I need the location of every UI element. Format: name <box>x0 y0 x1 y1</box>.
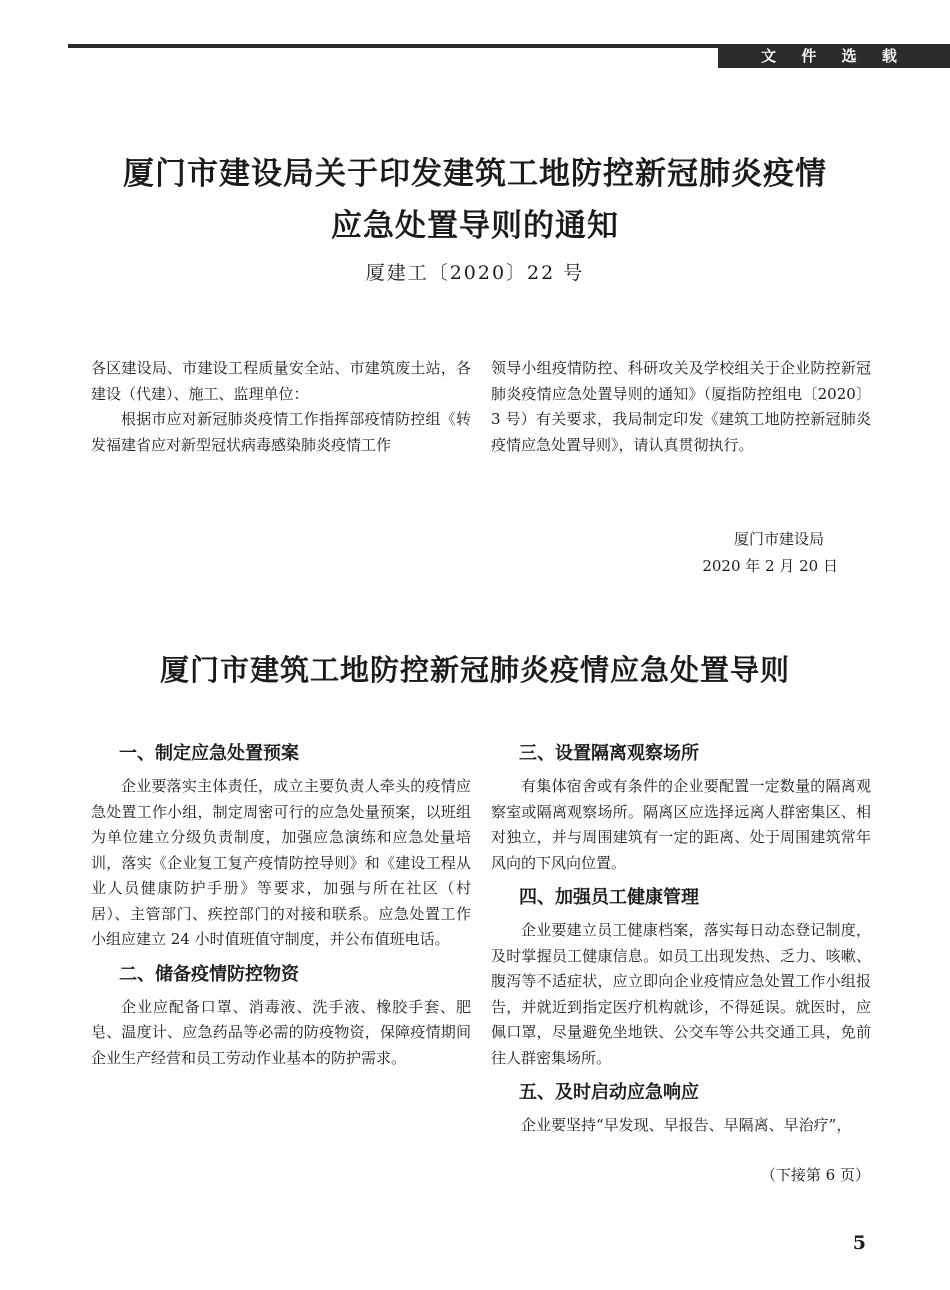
notice-title-line2: 应急处置导则的通知 <box>331 208 619 244</box>
section-heading: 二、储备疫情防控物资 <box>119 963 299 985</box>
notice-right-column <box>491 356 871 458</box>
notice-body-right: 领导小组疫情防控、科研攻关及学校组关于企业防控新冠肺炎疫情应急处置导则的通知》（厦指防控组电〔2020〕3 号）有关要求，我局制定印发《建筑工地防控新冠肺炎疫情应急处置导则》，请认真贯彻执行。 <box>491 359 871 454</box>
section-text: 企业要建立员工健康档案，落实每日动态登记制度，及时掌握员工健康信息。如员工出现发热、乏力、咳嗽、腹泻等不适症状，应立即向企业疫情应急处置工作小组报告，并就近到指定医疗机构就诊，不得延误。就医时，应佩口罩，尽量避免坐地铁、公交车等公共交通工具，免前往人群密集场所。 <box>491 921 871 1067</box>
notice-salutation: 各区建设局、市建设工程质量安全站、市建筑废土站，各建设（代建）、施工、监理单位： <box>91 359 471 403</box>
notice-title <box>70 148 880 252</box>
doc-number: 厦建工〔2020〕22 号 <box>365 262 585 284</box>
section-3 <box>491 740 871 876</box>
section-heading: 三、设置隔离观察场所 <box>519 743 699 764</box>
section-1 <box>91 740 471 953</box>
guideline-right-column <box>491 740 871 1147</box>
page-number: 5 <box>852 1232 866 1254</box>
signoff <box>702 526 838 580</box>
notice-left-column <box>91 356 471 458</box>
section-heading: 一、制定应急处置预案 <box>119 743 299 764</box>
section-text: 企业应配备口罩、消毒液、洗手液、橡胶手套、肥皂、温度计、应急药品等必需的防疫物资，保障疫情期间企业生产经营和员工劳动作业基本的防护需求。 <box>91 997 471 1067</box>
continued-note: （下接第 6 页） <box>760 1166 870 1184</box>
section-2 <box>91 961 471 1072</box>
section-text: 有集体宿舍或有条件的企业要配置一定数量的隔离观察室或隔离观察场所。隔离区应选择远离人群密集区、相对独立，并与周围建筑有一定的距离、处于周围建筑常年风向的下风向位置。 <box>491 777 871 872</box>
section-heading: 五、及时启动应急响应 <box>519 1082 699 1103</box>
section-4 <box>491 884 871 1071</box>
notice-title-line1: 厦门市建设局关于印发建筑工地防控新冠肺炎疫情 <box>123 156 827 192</box>
section-heading: 四、加强员工健康管理 <box>519 887 699 908</box>
section-tag: 文 件 选 载 <box>718 44 950 68</box>
signoff-org: 厦门市建设局 <box>733 530 824 548</box>
section-5 <box>491 1079 871 1139</box>
notice-body-left: 根据市应对新冠肺炎疫情工作指挥部疫情防控组《转发福建省应对新型冠状病毒感染肺炎疫情工作 <box>91 410 471 454</box>
section-text: 企业要坚持“早发现、早报告、早隔离、早治疗”， <box>521 1116 852 1134</box>
guideline-title: 厦门市建筑工地防控新冠肺炎疫情应急处置导则 <box>159 653 790 687</box>
guideline-left-column <box>91 740 471 1079</box>
signoff-date: 2020 年 2 月 20 日 <box>702 557 838 575</box>
section-text: 企业要落实主体责任，成立主要负责人牵头的疫情应急处置工作小组，制定周密可行的应急处量预案，以班组为单位建立分级负责制度，加强应急演练和应急处量培训，落实《企业复工复产疫情防控导则》和《建设工程从业人员健康防护手册》等要求，加强与所在社区（村居）、主管部门、疾控部门的对接和联系。应急处置工作小组应建立 24 小时值班值守制度，并公布值班电话。 <box>91 777 471 948</box>
